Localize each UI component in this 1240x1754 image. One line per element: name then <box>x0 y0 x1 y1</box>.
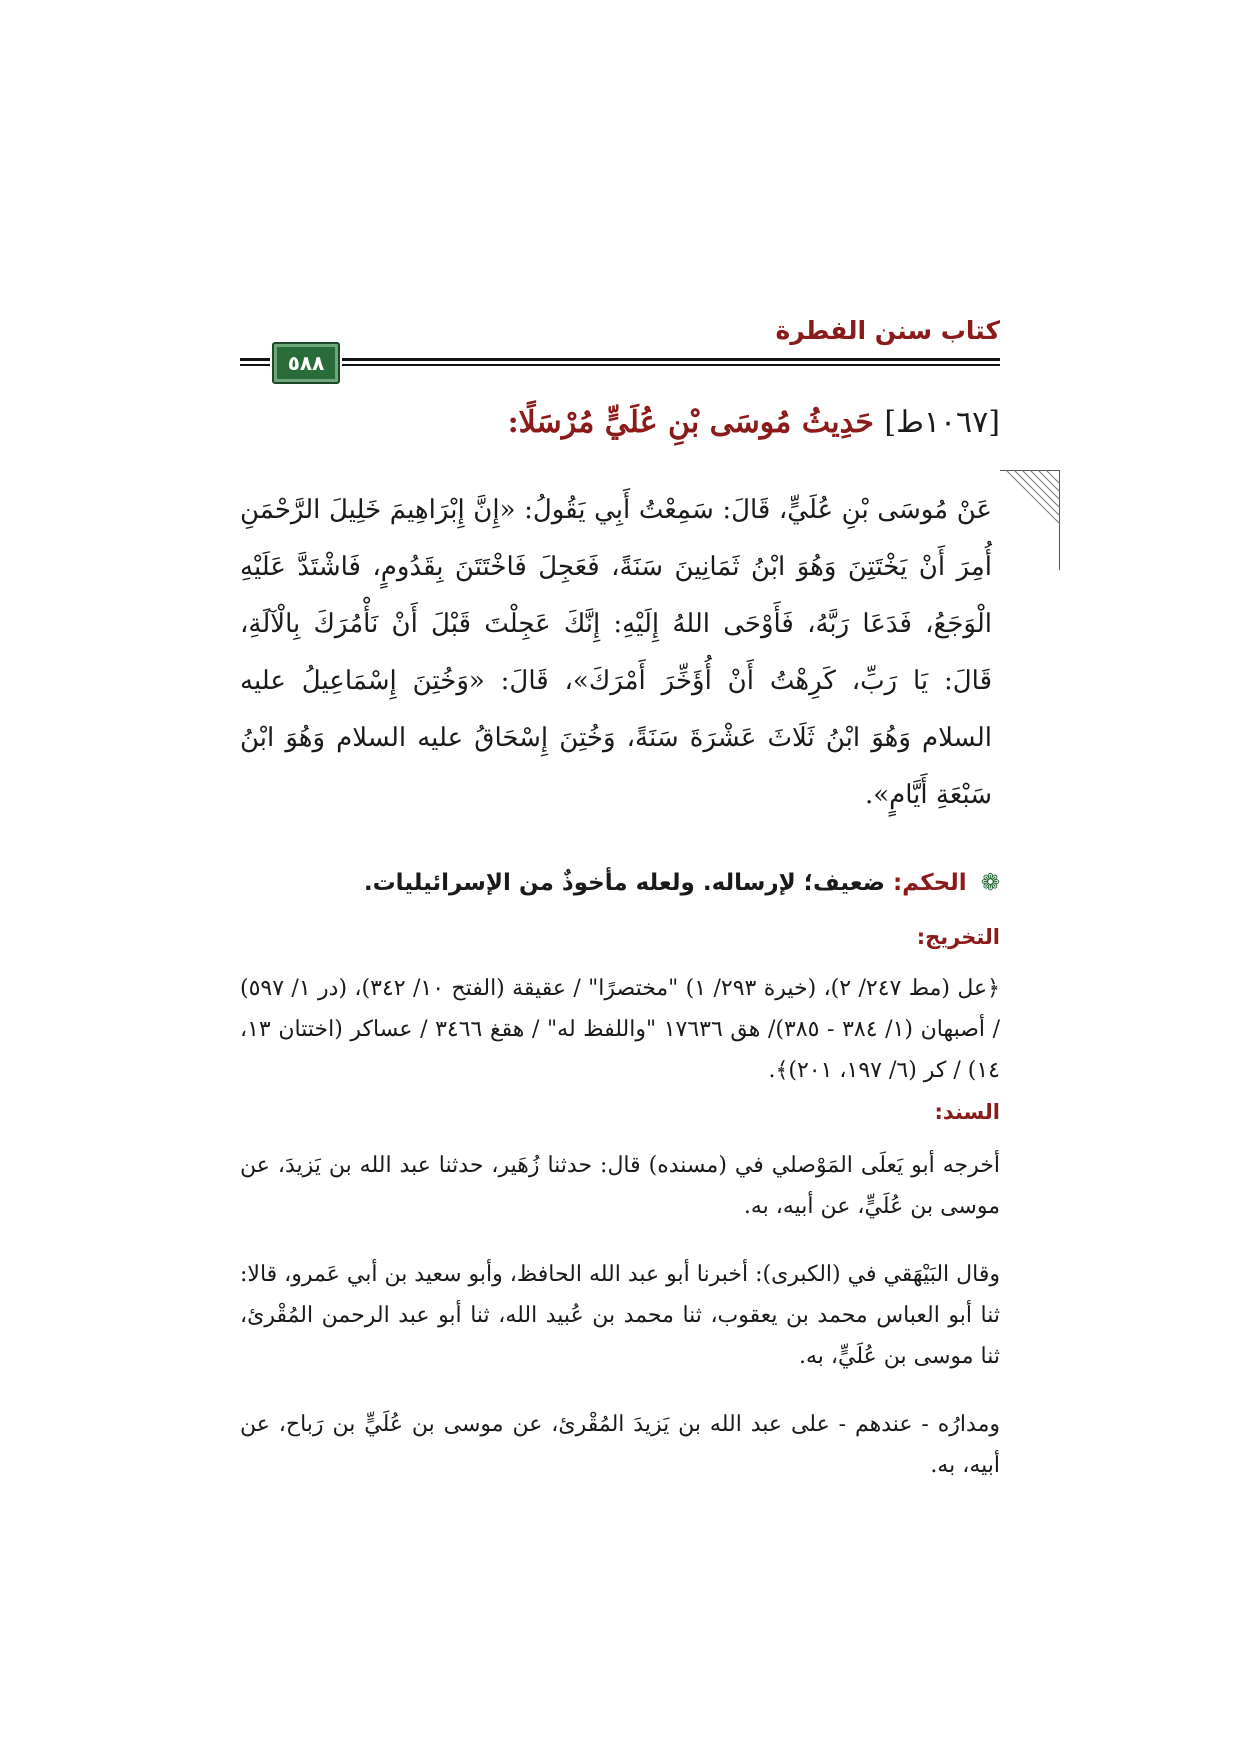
page-header <box>240 312 1000 382</box>
hadith-heading <box>240 405 1000 440</box>
header-rule <box>342 358 1000 361</box>
ruling-label: الحكم: <box>892 870 967 896</box>
sanad-title: السند: <box>934 1100 1000 1124</box>
ruling <box>240 870 1000 896</box>
ruling-text: ضعيف؛ لإرساله. ولعله مأخوذٌ من الإسرائيليات. <box>363 870 885 896</box>
hadith-number: [١٠٦٧ط] <box>884 405 1000 440</box>
takhrij-title: التخريج: <box>916 925 1000 949</box>
book-title: كتاب سنن الفطرة <box>775 316 1000 345</box>
hadith-title: حَدِيثُ مُوسَى بْنِ عُلَيٍّ مُرْسَلًا: <box>507 405 874 440</box>
header-rule <box>342 364 1000 366</box>
page-number: ٥٨٨ <box>272 342 340 384</box>
flower-ornament-icon: ❁ <box>980 870 1000 896</box>
corner-ornament-icon <box>1000 470 1060 570</box>
header-rule <box>240 358 270 361</box>
sanad-paragraph: أخرجه أبو يَعلَى المَوْصلي في (مسنده) قال: حدثنا زُهَير، حدثنا عبد الله بن يَزيدَ، عن موسى بن عُلَيٍّ، عن أبيه، به. <box>240 1153 1000 1219</box>
sanad-paragraph: ومدارُه - عندهم - على عبد الله بن يَزيدَ المُقْرئ، عن موسى بن عُلَيٍّ بن رَباح، عن أبيه، به. <box>240 1412 1000 1478</box>
takhrij-text: ﴿عل (مط ٢٤٧/ ٢)، (خيرة ٢٩٣/ ١) "مختصرًا" / عقيقة (الفتح ١٠/ ٣٤٢)، (در ١/ ٥٩٧) / أصبهان (١/ ٣٨٤ - ٣٨٥)/ هق ١٧٦٣٦ "واللفظ له" / هقغ ٣٤٦٦ / عساكر (اختتان ١٣، ١٤) / كر (٦/ ١٩٧، ٢٠١)﴾. <box>240 976 1001 1083</box>
hadith-text: عَنْ مُوسَى بْنِ عُلَيٍّ، قَالَ: سَمِعْتُ أَبِي يَقُولُ: «إِنَّ إِبْرَاهِيمَ خَلِيلَ الرَّحْمَنِ أُمِرَ أَنْ يَخْتَتِنَ وَهُوَ ابْنُ ثَمَانِينَ سَنَةً، فَعَجِلَ فَاخْتَتَنَ بِقَدُومٍ، فَاشْتَدَّ عَلَيْهِ الْوَجَعُ، فَدَعَا رَبَّهُ، فَأَوْحَى اللهُ إِلَيْهِ: إِنَّكَ عَجِلْتَ قَبْلَ أَنْ نَأْمُرَكَ بِالْآلَةِ، قَالَ: يَا رَبِّ، كَرِهْتُ أَنْ أُؤَخِّرَ أَمْرَكَ»، قَالَ: «وَخُتِنَ إِسْمَاعِيلُ عليه السلام وَهُوَ ابْنُ ثَلَاثَ عَشْرَةَ سَنَةً، وَخُتِنَ إِسْحَاقُ عليه السلام وَهُوَ ابْنُ سَبْعَةِ أَيَّامٍ». <box>240 495 992 810</box>
sanad-paragraph: وقال البَيْهَقي في (الكبرى): أخبرنا أبو عبد الله الحافظ، وأبو سعيد بن أبي عَمرو، قالا: ثنا أبو العباس محمد بن يعقوب، ثنا محمد بن عُبيد الله، ثنا أبو عبد الرحمن المُقْرئ، ثنا موسى بن عُلَيٍّ، به. <box>240 1262 1000 1369</box>
header-rule <box>240 364 270 366</box>
